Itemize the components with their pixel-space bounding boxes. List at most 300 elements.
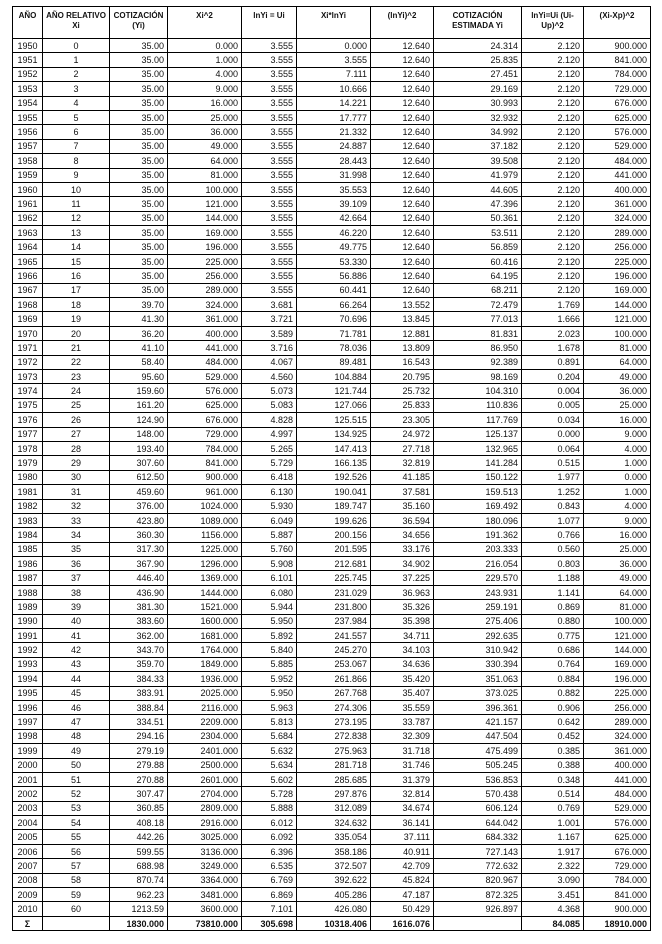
cell-year: 1993 [13,657,43,671]
cell-year: 2010 [13,902,43,916]
cell-xi-squared: 1089.000 [168,513,242,527]
cell-cotizacion-estimada: 98.169 [434,369,522,383]
cell-cotizacion: 279.88 [110,758,168,772]
table-row [13,197,651,211]
cell-cotizacion-estimada: 421.157 [434,715,522,729]
cell-cotizacion-estimada: 505.245 [434,758,522,772]
cell-xi-ln-yi: 253.067 [297,657,371,671]
cell-ln-yi: 5.073 [242,384,297,398]
cell-relative-year: 0 [43,39,110,53]
cell-relative-year: 51 [43,772,110,786]
cell-ln-yi-squared: 31.718 [371,744,434,758]
cell-cotizacion: 279.19 [110,744,168,758]
cell-cotizacion-estimada: 30.993 [434,96,522,110]
cell-relative-year: 36 [43,557,110,571]
cell-year: 1960 [13,182,43,196]
cell-xi-ln-yi: 281.718 [297,758,371,772]
cell-ln-yi: 6.769 [242,873,297,887]
cell-ln-yi: 3.555 [242,110,297,124]
cell-xi-squared: 2916.000 [168,816,242,830]
cell-cotizacion-estimada: 351.063 [434,672,522,686]
cell-xi-ln-yi: 324.632 [297,816,371,830]
cell-ui-up-squared: 2.120 [522,39,584,53]
cell-year: 1985 [13,542,43,556]
cell-xi-xp-squared: 81.000 [584,341,651,355]
cell-xi-xp-squared: 225.000 [584,254,651,268]
cell-xi-squared: 49.000 [168,139,242,153]
cell-cotizacion: 870.74 [110,873,168,887]
cell-xi-squared: 2500.000 [168,758,242,772]
cell-ln-yi: 6.869 [242,888,297,902]
cell-cotizacion-estimada: 180.096 [434,513,522,527]
cell-ln-yi-squared: 35.326 [371,600,434,614]
cell-cotizacion: 388.84 [110,700,168,714]
cell-ui-up-squared: 2.120 [522,197,584,211]
cell-cotizacion: 446.40 [110,571,168,585]
cell-xi-squared: 2401.000 [168,744,242,758]
cell-xi-ln-yi: 192.526 [297,470,371,484]
cell-ln-yi-squared: 50.429 [371,902,434,916]
cell-cotizacion-estimada: 475.499 [434,744,522,758]
cell-ui-up-squared: 1.678 [522,341,584,355]
cell-cotizacion: 35.00 [110,269,168,283]
cell-ui-up-squared: 2.120 [522,67,584,81]
cell-cotizacion-estimada: 72.479 [434,298,522,312]
cell-relative-year: 27 [43,427,110,441]
cell-ln-yi-squared: 32.309 [371,729,434,743]
table-row [13,226,651,240]
cell-ln-yi-squared: 12.640 [371,240,434,254]
cell-ui-up-squared: 0.560 [522,542,584,556]
cell-xi-ln-yi: 78.036 [297,341,371,355]
cell-year: 1972 [13,355,43,369]
cell-xi-squared: 16.000 [168,96,242,110]
table-row [13,859,651,873]
cell-cotizacion-estimada: 110.836 [434,398,522,412]
cell-relative-year: 28 [43,441,110,455]
cell-ui-up-squared: 0.775 [522,629,584,643]
cell-relative-year: 59 [43,888,110,902]
table-row [13,96,651,110]
cell-xi-xp-squared: 144.000 [584,643,651,657]
cell-xi-xp-squared: 100.000 [584,326,651,340]
cell-cotizacion: 383.60 [110,614,168,628]
cell-relative-year: 23 [43,369,110,383]
cell-year: 2009 [13,888,43,902]
cell-year: 1984 [13,528,43,542]
cell-cotizacion: 35.00 [110,82,168,96]
cell-xi-xp-squared: 256.000 [584,700,651,714]
cell-relative-year: 46 [43,700,110,714]
cell-ui-up-squared: 3.451 [522,888,584,902]
cell-cotizacion-estimada: 29.169 [434,82,522,96]
cell-cotizacion-estimada: 820.967 [434,873,522,887]
totals-symbol: Σ [13,916,43,930]
cell-ln-yi: 5.944 [242,600,297,614]
cell-relative-year: 35 [43,542,110,556]
cell-year: 1950 [13,39,43,53]
cell-ui-up-squared: 0.385 [522,744,584,758]
cell-xi-squared: 900.000 [168,470,242,484]
table-row [13,513,651,527]
cell-ui-up-squared: 2.120 [522,226,584,240]
cell-ln-yi: 3.716 [242,341,297,355]
cell-ln-yi-squared: 12.640 [371,211,434,225]
cell-xi-xp-squared: 196.000 [584,269,651,283]
cell-cotizacion: 95.60 [110,369,168,383]
cell-cotizacion-estimada: 259.191 [434,600,522,614]
cell-year: 1975 [13,398,43,412]
cell-xi-xp-squared: 529.000 [584,139,651,153]
cell-ln-yi-squared: 35.160 [371,499,434,513]
cell-ln-yi-squared: 25.732 [371,384,434,398]
cell-xi-ln-yi: 241.557 [297,629,371,643]
cell-ln-yi-squared: 34.674 [371,801,434,815]
cell-year: 2004 [13,816,43,830]
cell-cotizacion: 58.40 [110,355,168,369]
cell-xi-xp-squared: 625.000 [584,110,651,124]
cell-ln-yi-squared: 24.972 [371,427,434,441]
cell-cotizacion-estimada: 86.950 [434,341,522,355]
cell-ln-yi-squared: 33.787 [371,715,434,729]
cell-year: 1979 [13,456,43,470]
cell-cotizacion-estimada: 34.992 [434,125,522,139]
cell-cotizacion-estimada: 275.406 [434,614,522,628]
cell-ui-up-squared: 1.141 [522,585,584,599]
cell-xi-ln-yi: 272.838 [297,729,371,743]
cell-cotizacion: 307.47 [110,787,168,801]
cell-xi-squared: 225.000 [168,254,242,268]
table-row [13,643,651,657]
cell-relative-year: 60 [43,902,110,916]
cell-cotizacion: 962.23 [110,888,168,902]
cell-ui-up-squared: 0.004 [522,384,584,398]
cell-ln-yi-squared: 12.640 [371,53,434,67]
cell-xi-ln-yi: 392.622 [297,873,371,887]
cell-xi-ln-yi: 225.745 [297,571,371,585]
cell-ui-up-squared: 0.891 [522,355,584,369]
totals-ln-yi-squared: 1616.076 [371,916,434,930]
cell-cotizacion-estimada: 24.314 [434,39,522,53]
table-row [13,657,651,671]
cell-ln-yi-squared: 36.963 [371,585,434,599]
cell-ln-yi: 5.892 [242,629,297,643]
table-row [13,283,651,297]
cell-cotizacion: 41.30 [110,312,168,326]
cell-xi-ln-yi: 358.186 [297,844,371,858]
cell-relative-year: 9 [43,168,110,182]
cell-ln-yi-squared: 12.640 [371,283,434,297]
cell-relative-year: 44 [43,672,110,686]
cell-relative-year: 19 [43,312,110,326]
table-row [13,686,651,700]
cell-year: 2007 [13,859,43,873]
cell-relative-year: 32 [43,499,110,513]
cell-ln-yi-squared: 25.833 [371,398,434,412]
cell-relative-year: 18 [43,298,110,312]
cell-ui-up-squared: 2.120 [522,139,584,153]
cell-xi-ln-yi: 189.747 [297,499,371,513]
cell-year: 1962 [13,211,43,225]
cell-relative-year: 37 [43,571,110,585]
cell-year: 1978 [13,441,43,455]
cell-xi-squared: 1.000 [168,53,242,67]
cell-xi-ln-yi: 127.066 [297,398,371,412]
cell-xi-squared: 1225.000 [168,542,242,556]
cell-year: 1951 [13,53,43,67]
cell-ln-yi: 6.130 [242,485,297,499]
cell-ui-up-squared: 4.368 [522,902,584,916]
cell-ln-yi: 6.418 [242,470,297,484]
cell-cotizacion: 41.10 [110,341,168,355]
cell-cotizacion-estimada: 25.835 [434,53,522,67]
cell-ln-yi-squared: 35.420 [371,672,434,686]
cell-xi-squared: 625.000 [168,398,242,412]
cell-cotizacion-estimada: 606.124 [434,801,522,815]
cell-year: 1970 [13,326,43,340]
cell-xi-xp-squared: 9.000 [584,513,651,527]
cell-xi-squared: 1369.000 [168,571,242,585]
cell-xi-squared: 121.000 [168,197,242,211]
cell-xi-ln-yi: 46.220 [297,226,371,240]
cell-relative-year: 8 [43,154,110,168]
table-row [13,240,651,254]
cell-year: 1957 [13,139,43,153]
cell-ln-yi-squared: 41.185 [371,470,434,484]
table-row [13,470,651,484]
cell-xi-xp-squared: 4.000 [584,441,651,455]
cell-ln-yi-squared: 32.819 [371,456,434,470]
cell-xi-xp-squared: 576.000 [584,125,651,139]
cell-xi-squared: 9.000 [168,82,242,96]
table-row [13,830,651,844]
cell-ln-yi-squared: 12.640 [371,197,434,211]
cell-relative-year: 7 [43,139,110,153]
cell-xi-squared: 2601.000 [168,772,242,786]
totals-ln-yi: 305.698 [242,916,297,930]
cell-year: 2006 [13,844,43,858]
cell-xi-squared: 1849.000 [168,657,242,671]
header-xi-xp-squared: (Xi-Xp)^2 [584,7,651,39]
cell-xi-xp-squared: 25.000 [584,542,651,556]
cell-cotizacion-estimada: 92.389 [434,355,522,369]
cell-year: 1986 [13,557,43,571]
cell-xi-ln-yi: 39.109 [297,197,371,211]
cell-year: 1988 [13,585,43,599]
cell-cotizacion: 36.20 [110,326,168,340]
table-row [13,542,651,556]
cell-ln-yi-squared: 47.187 [371,888,434,902]
cell-cotizacion: 148.00 [110,427,168,441]
table-row [13,168,651,182]
cell-xi-ln-yi: 121.744 [297,384,371,398]
cell-ln-yi-squared: 13.552 [371,298,434,312]
cell-cotizacion: 35.00 [110,125,168,139]
cell-cotizacion: 159.60 [110,384,168,398]
cell-ui-up-squared: 1.769 [522,298,584,312]
cell-xi-xp-squared: 4.000 [584,499,651,513]
cell-cotizacion-estimada: 39.508 [434,154,522,168]
cell-cotizacion-estimada: 77.013 [434,312,522,326]
cell-cotizacion: 688.98 [110,859,168,873]
table-row [13,254,651,268]
cell-ln-yi-squared: 32.814 [371,787,434,801]
cell-cotizacion: 35.00 [110,283,168,297]
cell-relative-year: 26 [43,413,110,427]
cell-xi-xp-squared: 729.000 [584,82,651,96]
cell-cotizacion-estimada: 41.979 [434,168,522,182]
cell-xi-ln-yi: 190.041 [297,485,371,499]
cell-cotizacion: 1213.59 [110,902,168,916]
cell-ln-yi: 3.555 [242,154,297,168]
table-row [13,585,651,599]
cell-xi-xp-squared: 900.000 [584,902,651,916]
cell-ln-yi-squared: 27.718 [371,441,434,455]
cell-year: 1992 [13,643,43,657]
cell-cotizacion-estimada: 243.931 [434,585,522,599]
cell-ui-up-squared: 0.882 [522,686,584,700]
cell-cotizacion-estimada: 310.942 [434,643,522,657]
cell-year: 1997 [13,715,43,729]
cell-year: 1959 [13,168,43,182]
cell-relative-year: 3 [43,82,110,96]
cell-xi-squared: 81.000 [168,168,242,182]
cell-relative-year: 52 [43,787,110,801]
cell-ln-yi-squared: 12.640 [371,110,434,124]
cell-xi-xp-squared: 9.000 [584,427,651,441]
table-row [13,125,651,139]
cell-xi-squared: 961.000 [168,485,242,499]
cell-xi-ln-yi: 14.221 [297,96,371,110]
cell-ln-yi-squared: 36.594 [371,513,434,527]
cell-year: 1998 [13,729,43,743]
cell-ln-yi: 5.952 [242,672,297,686]
cell-year: 1952 [13,67,43,81]
cell-cotizacion: 381.30 [110,600,168,614]
regression-table [12,6,651,931]
cell-xi-squared: 1296.000 [168,557,242,571]
cell-ln-yi-squared: 33.176 [371,542,434,556]
cell-cotizacion-estimada: 53.511 [434,226,522,240]
cell-cotizacion-estimada: 229.570 [434,571,522,585]
cell-ui-up-squared: 2.120 [522,53,584,67]
cell-relative-year: 10 [43,182,110,196]
header-cotizacion: COTIZACIÓN (Yi) [110,7,168,39]
cell-relative-year: 11 [43,197,110,211]
cell-ui-up-squared: 2.023 [522,326,584,340]
cell-ln-yi-squared: 12.640 [371,96,434,110]
cell-relative-year: 49 [43,744,110,758]
cell-ln-yi: 3.589 [242,326,297,340]
cell-cotizacion: 367.90 [110,557,168,571]
cell-xi-xp-squared: 676.000 [584,844,651,858]
cell-ln-yi: 3.555 [242,67,297,81]
cell-cotizacion: 612.50 [110,470,168,484]
cell-ln-yi: 5.908 [242,557,297,571]
cell-ln-yi: 5.885 [242,657,297,671]
cell-xi-xp-squared: 225.000 [584,686,651,700]
cell-relative-year: 50 [43,758,110,772]
cell-relative-year: 4 [43,96,110,110]
cell-ui-up-squared: 0.388 [522,758,584,772]
cell-relative-year: 57 [43,859,110,873]
cell-xi-xp-squared: 441.000 [584,168,651,182]
table-row [13,139,651,153]
cell-xi-xp-squared: 361.000 [584,197,651,211]
table-row [13,384,651,398]
cell-ui-up-squared: 0.000 [522,427,584,441]
cell-ln-yi: 3.555 [242,39,297,53]
cell-ln-yi: 5.265 [242,441,297,455]
cell-relative-year: 56 [43,844,110,858]
cell-xi-squared: 2704.000 [168,787,242,801]
cell-cotizacion: 35.00 [110,197,168,211]
cell-cotizacion: 317.30 [110,542,168,556]
cell-year: 2003 [13,801,43,815]
cell-xi-squared: 529.000 [168,369,242,383]
table-row [13,729,651,743]
cell-cotizacion: 35.00 [110,182,168,196]
cell-year: 1995 [13,686,43,700]
cell-xi-squared: 576.000 [168,384,242,398]
cell-xi-xp-squared: 121.000 [584,312,651,326]
cell-xi-squared: 676.000 [168,413,242,427]
cell-ln-yi-squared: 12.640 [371,39,434,53]
cell-xi-xp-squared: 121.000 [584,629,651,643]
cell-cotizacion: 599.55 [110,844,168,858]
table-row [13,600,651,614]
cell-xi-ln-yi: 212.681 [297,557,371,571]
cell-xi-squared: 2809.000 [168,801,242,815]
cell-ui-up-squared: 0.803 [522,557,584,571]
cell-cotizacion-estimada: 60.416 [434,254,522,268]
cell-ln-yi-squared: 35.407 [371,686,434,700]
cell-xi-squared: 2209.000 [168,715,242,729]
cell-ui-up-squared: 1.977 [522,470,584,484]
cell-ui-up-squared: 1.666 [522,312,584,326]
cell-ln-yi-squared: 16.543 [371,355,434,369]
cell-xi-xp-squared: 256.000 [584,240,651,254]
cell-xi-squared: 1936.000 [168,672,242,686]
cell-xi-squared: 3025.000 [168,830,242,844]
cell-ui-up-squared: 0.064 [522,441,584,455]
cell-relative-year: 6 [43,125,110,139]
cell-ln-yi: 3.555 [242,269,297,283]
cell-xi-ln-yi: 49.775 [297,240,371,254]
cell-xi-ln-yi: 42.664 [297,211,371,225]
cell-cotizacion-estimada: 191.362 [434,528,522,542]
cell-cotizacion-estimada: 32.932 [434,110,522,124]
cell-ui-up-squared: 1.252 [522,485,584,499]
cell-xi-xp-squared: 16.000 [584,413,651,427]
cell-ln-yi: 3.555 [242,197,297,211]
cell-cotizacion: 294.16 [110,729,168,743]
cell-relative-year: 33 [43,513,110,527]
cell-xi-xp-squared: 1.000 [584,485,651,499]
cell-year: 1983 [13,513,43,527]
cell-cotizacion-estimada: 68.211 [434,283,522,297]
cell-cotizacion-estimada: 132.965 [434,441,522,455]
cell-ui-up-squared: 2.120 [522,96,584,110]
cell-xi-xp-squared: 1.000 [584,456,651,470]
cell-ln-yi-squared: 37.581 [371,485,434,499]
cell-relative-year: 1 [43,53,110,67]
cell-cotizacion: 193.40 [110,441,168,455]
cell-ln-yi: 5.729 [242,456,297,470]
cell-ln-yi-squared: 12.640 [371,254,434,268]
cell-cotizacion: 35.00 [110,39,168,53]
cell-relative-year: 31 [43,485,110,499]
